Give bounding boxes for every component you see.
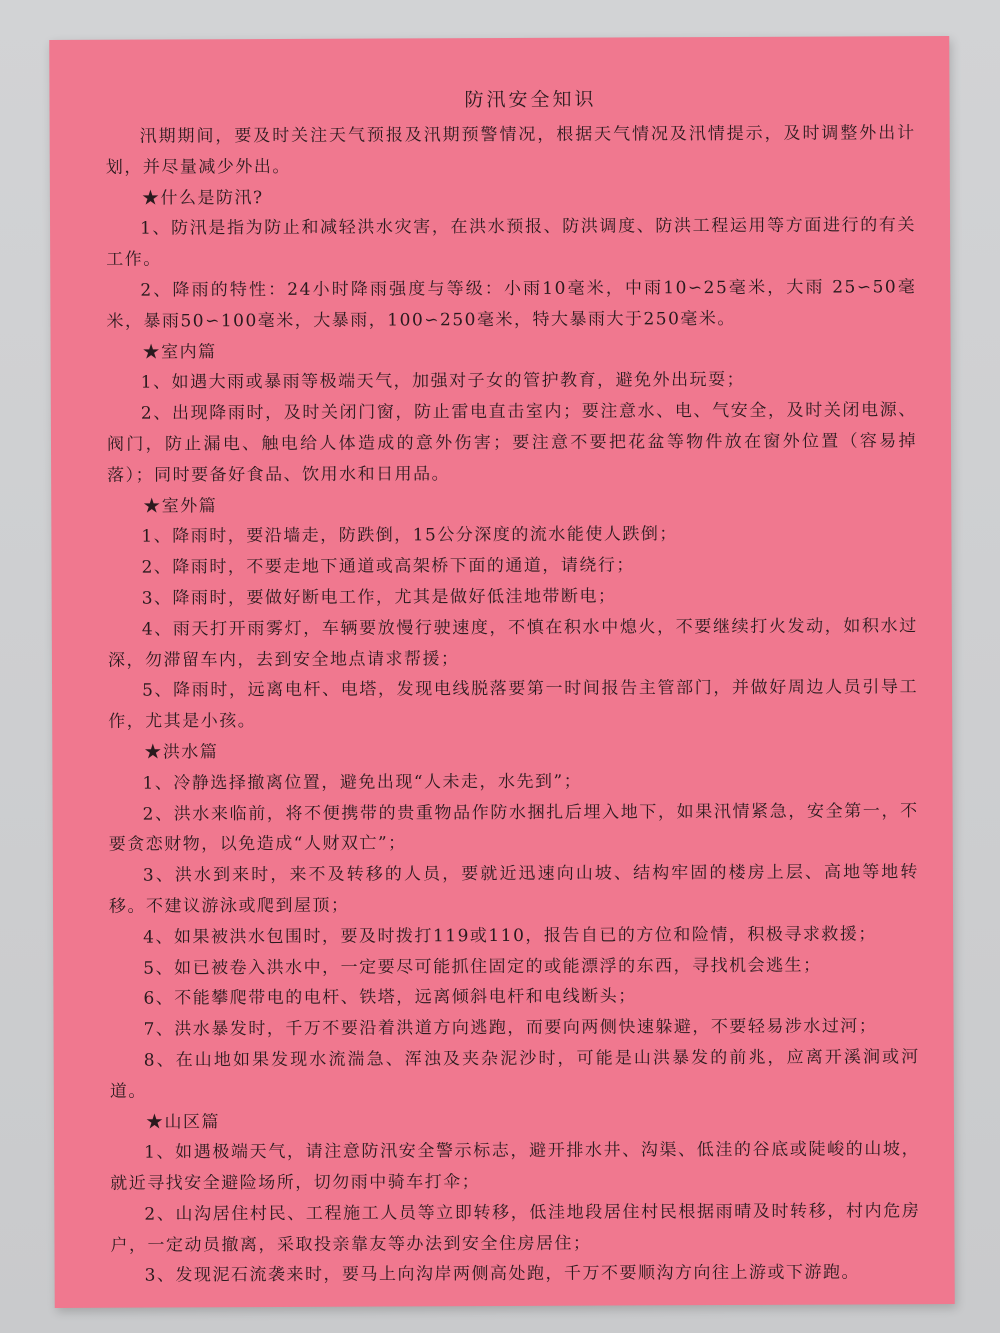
list-item: 8、在山地如果发现水流湍急、浑浊及夹杂泥沙时，可能是山洪暴发的前兆，应离开溪涧或河道。	[109, 1047, 920, 1102]
list-item: 5、降雨时，远离电杆、电塔，发现电线脱落要第一时间报告主管部门，并做好周边人员引导工作，尤其是小孩。	[108, 677, 919, 732]
list-item: 2、降雨的特性：24小时降雨强度与等级：小雨10毫米，中雨10∽25毫米，大雨 25∽50毫米，暴雨50∽100毫米，大暴雨，100∽250毫米，特大暴雨大于250毫米。	[106, 277, 917, 332]
list-item: 2、洪水来临前，将不便携带的贵重物品作防水捆扎后埋入地下，如果汛情紧急，安全第一，不要贪恋财物，以免造成“人财双亡”；	[108, 800, 919, 856]
section-heading-outdoor: ★室外篇	[143, 495, 218, 517]
document-title: 防汛安全知识	[464, 88, 597, 112]
list-item: 2、出现降雨时，及时关闭门窗，防止雷电直击室内；要注意水、电、气安全，及时关闭电源、阀门，防止漏电、触电给人体造成的意外伤害；要注意不要把花盆等物件放在窗外位置（容易掉落）；同时要备好食品、饮用水和日用品。	[106, 400, 918, 486]
intro-paragraph: 汛期期间，要及时关注天气预报及汛期预警情况，根据天气情况及汛情提示，及时调整外出计划，并尽量减少外出。	[105, 123, 916, 178]
document-body	[105, 84, 920, 1292]
list-item: 6、不能攀爬带电的电杆、铁塔，远离倾斜电杆和电线断头；	[143, 986, 637, 1009]
list-item: 3、发现泥石流袭来时，要马上向沟岸两侧高处跑，千万不要顺沟方向往上游或下游跑。	[144, 1262, 860, 1287]
list-item: 7、洪水暴发时，千万不要沿着洪道方向逃跑，而要向两侧快速躲避，不要轻易涉水过河；	[143, 1016, 878, 1040]
section-heading-mountain: ★山区篇	[145, 1111, 221, 1133]
list-item: 2、山沟居住村民、工程施工人员等立即转移，低洼地段居住村民根据雨晴及时转移，村内危房户，一定动员撤离，采取投亲靠友等办法到安全住房居住；	[110, 1201, 921, 1256]
list-item: 5、如已被卷入洪水中，一定要尽可能抓住固定的或能漂浮的东西，寻找机会逃生；	[143, 955, 822, 979]
list-item: 3、降雨时，要做好断电工作，尤其是做好低洼地带断电；	[141, 586, 617, 609]
list-item: 1、防汛是指为防止和减轻洪水灾害，在洪水预报、防洪调度、防洪工程运用等方面进行的有关工作。	[106, 215, 917, 270]
section-heading-what-is-flood-control: ★什么是防汛?	[141, 187, 264, 209]
list-item: 4、如果被洪水包围时，要及时拨打119或110，报告自已的方位和险情，积极寻求救援；	[143, 924, 877, 948]
list-item: 1、如遇极端天气，请注意防汛安全警示标志，避开排水井、沟渠、低洼的谷底或陡峻的山坡，就近寻找安全避险场所，切勿雨中骑车打伞；	[110, 1139, 921, 1194]
list-item: 1、冷静选择撤离位置，避免出现“人未走，水先到”；	[142, 771, 583, 794]
list-item: 3、洪水到来时，来不及转移的人员，要就近迅速向山坡、结构牢固的楼房上层、高地等地转移。不建议游泳或爬到屋顶；	[108, 862, 919, 917]
section-heading-indoor: ★室内篇	[142, 341, 217, 363]
list-item: 4、雨天打开雨雾灯，车辆要放慢行驶速度，不慎在积水中熄火，不要继续打火发动，如积水过深，勿滞留车内，去到安全地点请求帮援；	[107, 615, 918, 671]
list-item: 2、降雨时，不要走地下通道或高架桥下面的通道，请绕行；	[141, 555, 635, 578]
list-item: 1、降雨时，要沿墙走，防跌倒，15公分深度的流水能使人跌倒；	[141, 524, 678, 547]
pink-flyer-paper	[49, 36, 955, 1308]
section-heading-flood: ★洪水篇	[144, 742, 219, 763]
list-item: 1、如遇大雨或暴雨等极端天气，加强对子女的管护教育，避免外出玩耍；	[140, 370, 746, 393]
